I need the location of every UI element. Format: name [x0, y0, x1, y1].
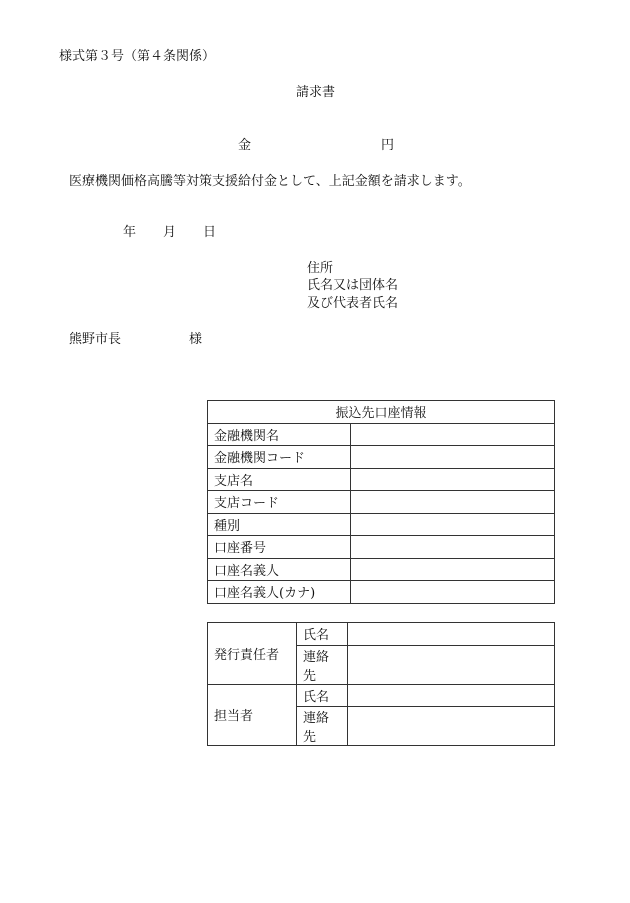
table-row — [208, 446, 555, 469]
bank-table-header: 振込先口座情報 — [208, 401, 555, 424]
bank-row-value[interactable] — [351, 468, 555, 491]
date-year: 年 — [123, 225, 137, 240]
bank-row-label: 支店名 — [208, 468, 351, 491]
bank-row-label: 口座名義人 — [208, 558, 351, 581]
issuer-contact-value[interactable] — [348, 645, 555, 684]
amount-prefix: 金 — [238, 138, 252, 153]
issuer-contact-label: 連絡先 — [297, 645, 348, 684]
person-name-label: 氏名 — [297, 684, 348, 707]
amount-suffix: 円 — [381, 138, 395, 153]
table-row — [208, 581, 555, 604]
bank-row-value[interactable] — [351, 513, 555, 536]
applicant-representative-label: 及び代表者氏名 — [307, 296, 399, 311]
person-contact-label: 連絡先 — [297, 707, 348, 746]
bank-row-label: 種別 — [208, 513, 351, 536]
issuer-name-label: 氏名 — [297, 623, 348, 646]
applicant-address-label: 住所 — [307, 261, 334, 276]
table-row — [208, 468, 555, 491]
bank-account-table — [207, 400, 555, 604]
bank-row-label: 金融機関名 — [208, 423, 351, 446]
applicant-name-label: 氏名又は団体名 — [307, 278, 399, 293]
person-label: 担当者 — [208, 684, 297, 746]
table-row — [208, 558, 555, 581]
document-title: 請求書 — [296, 85, 336, 100]
addressee-name: 熊野市長 — [69, 332, 122, 347]
bank-row-value[interactable] — [351, 581, 555, 604]
date-month: 月 — [163, 225, 177, 240]
person-contact-value[interactable] — [348, 707, 555, 746]
form-number: 様式第３号（第４条関係） — [59, 49, 216, 64]
bank-row-label: 口座番号 — [208, 536, 351, 559]
bank-row-value[interactable] — [351, 423, 555, 446]
table-row — [208, 536, 555, 559]
bank-row-value[interactable] — [351, 558, 555, 581]
table-row — [208, 623, 555, 646]
addressee-honorific: 様 — [189, 332, 203, 347]
table-row — [208, 423, 555, 446]
table-row — [208, 684, 555, 707]
bank-row-value[interactable] — [351, 446, 555, 469]
table-row — [208, 491, 555, 514]
bank-row-value[interactable] — [351, 536, 555, 559]
bank-row-value[interactable] — [351, 491, 555, 514]
issuer-label: 発行責任者 — [208, 623, 297, 685]
person-name-value[interactable] — [348, 684, 555, 707]
bank-row-label: 金融機関コード — [208, 446, 351, 469]
table-row — [208, 513, 555, 536]
bank-row-label: 口座名義人(カナ) — [208, 581, 351, 604]
date-day: 日 — [203, 225, 217, 240]
contact-table — [207, 622, 555, 746]
bank-row-label: 支店コード — [208, 491, 351, 514]
request-statement: 医療機関価格高騰等対策支援給付金として、上記金額を請求します。 — [69, 174, 471, 189]
issuer-name-value[interactable] — [348, 623, 555, 646]
